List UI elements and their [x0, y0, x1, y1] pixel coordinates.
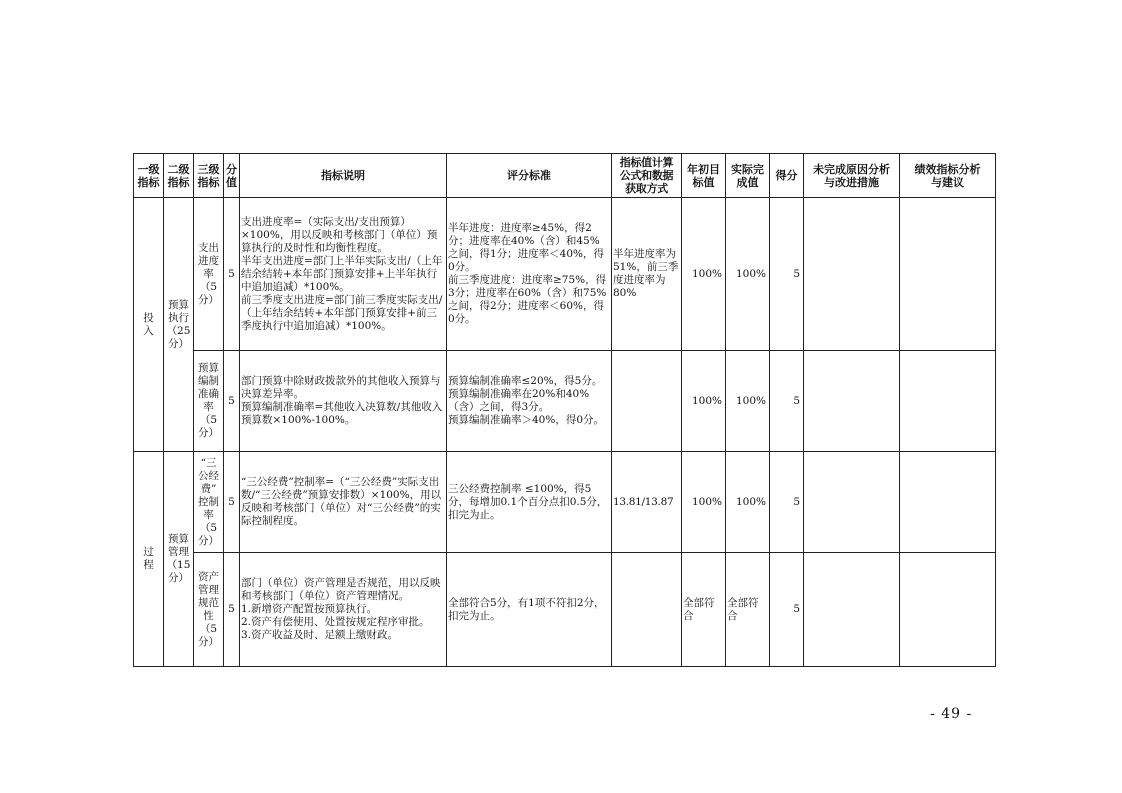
group-process: 过 程 — [134, 452, 164, 667]
header-score: 得分 — [770, 154, 804, 198]
performance-table — [133, 153, 996, 667]
criteria-cell: 全部符合5分，有1项不符扣2分，扣完为止。 — [447, 553, 612, 667]
header-row — [134, 154, 996, 198]
suggestion-cell — [900, 351, 996, 452]
group-input: 投 入 — [134, 198, 164, 452]
table-row — [134, 198, 996, 351]
group-budget-exec: 预算 执行 （25 分） — [164, 198, 194, 452]
header-actual: 实际完 成值 — [726, 154, 770, 198]
suggestion-cell — [900, 198, 996, 351]
score-cell: 5 — [770, 198, 804, 351]
header-description: 指标说明 — [240, 154, 447, 198]
level3-cell: “三 公经 费” 控制 率 （5 分） — [194, 452, 224, 553]
header-reason: 未完成原因分析 与改进措施 — [804, 154, 900, 198]
header-annual-target: 年初目 标值 — [682, 154, 726, 198]
formula-cell — [612, 351, 682, 452]
reason-cell — [804, 351, 900, 452]
header-formula: 指标值计算 公式和数据 获取方式 — [612, 154, 682, 198]
formula-cell: 半年进度率为51%，前三季度进度率为80% — [612, 198, 682, 351]
criteria-cell: 半年进度：进度率≥45%，得2分；进度率在40%（含）和45%之间，得1分；进度率＜40%，得0分。 前三季度进度：进度率≥75%，得3分；进度率在60%（含）和75%之间，得2分；进度率＜60%，得0分。 — [447, 198, 612, 351]
actual-cell: 100% — [726, 452, 770, 553]
annual-target-cell: 100% — [682, 351, 726, 452]
annual-target-cell: 100% — [682, 198, 726, 351]
score-cell: 5 — [770, 452, 804, 553]
value-cell: 5 — [224, 198, 240, 351]
actual-cell: 100% — [726, 351, 770, 452]
criteria-cell: 三公经费控制率 ≤100%，得5分，每增加0.1个百分点扣0.5分，扣完为止。 — [447, 452, 612, 553]
description-cell: 支出进度率=（实际支出/支出预算）×100%，用以反映和考核部门（单位）预算执行的及时性和均衡性程度。 半年支出进度=部门上半年实际支出/（上年结余结转+本年部门预算安排+上半年执行中追加追减）*100%。 前三季度支出进度=部门前三季度实际支出/（上年结余结转+本年部门预算安排+前三季度执行中追加追减）*100%。 — [240, 198, 447, 351]
description-cell: 部门（单位）资产管理是否规范，用以反映和考核部门（单位）资产管理情况。 1.新增资产配置按预算执行。 2.资产有偿使用、处置按规定程序审批。 3.资产收益及时、足额上缴财政。 — [240, 553, 447, 667]
reason-cell — [804, 452, 900, 553]
table-row — [134, 553, 996, 667]
value-cell: 5 — [224, 553, 240, 667]
criteria-cell: 预算编制准确率≤20%，得5分。 预算编制准确率在20%和40%（含）之间，得3分。 预算编制准确率＞40%，得0分。 — [447, 351, 612, 452]
formula-cell: 13.81/13.87 — [612, 452, 682, 553]
actual-cell: 全部符合 — [726, 553, 770, 667]
suggestion-cell — [900, 452, 996, 553]
header-level1: 一级 指标 — [134, 154, 164, 198]
value-cell: 5 — [224, 452, 240, 553]
value-cell: 5 — [224, 351, 240, 452]
header-level3: 三级 指标 — [194, 154, 224, 198]
level3-cell: 资产 管理 规范 性 （5 分） — [194, 553, 224, 667]
header-level2: 二级 指标 — [164, 154, 194, 198]
reason-cell — [804, 198, 900, 351]
level3-cell: 预算 编制 准确 率 （5 分） — [194, 351, 224, 452]
header-score-value: 分 值 — [224, 154, 240, 198]
header-criteria: 评分标准 — [447, 154, 612, 198]
annual-target-cell: 全部符合 — [682, 553, 726, 667]
table-row — [134, 351, 996, 452]
header-suggestion: 绩效指标分析 与建议 — [900, 154, 996, 198]
suggestion-cell — [900, 553, 996, 667]
group-budget-mgmt: 预算 管理 （15 分） — [164, 452, 194, 667]
actual-cell: 100% — [726, 198, 770, 351]
description-cell: “三公经费”控制率=（“三公经费”实际支出数/“三公经费”预算安排数）×100%，用以反映和考核部门（单位）对“三公经费”的实际控制程度。 — [240, 452, 447, 553]
description-cell: 部门预算中除财政拨款外的其他收入预算与决算差异率。 预算编制准确率=其他收入决算数/其他收入预算数×100%-100%。 — [240, 351, 447, 452]
page-number: - 49 - — [930, 706, 973, 722]
level3-cell: 支出 进度 率 （5 分） — [194, 198, 224, 351]
score-cell: 5 — [770, 553, 804, 667]
annual-target-cell: 100% — [682, 452, 726, 553]
score-cell: 5 — [770, 351, 804, 452]
table-row — [134, 452, 996, 553]
formula-cell — [612, 553, 682, 667]
reason-cell — [804, 553, 900, 667]
